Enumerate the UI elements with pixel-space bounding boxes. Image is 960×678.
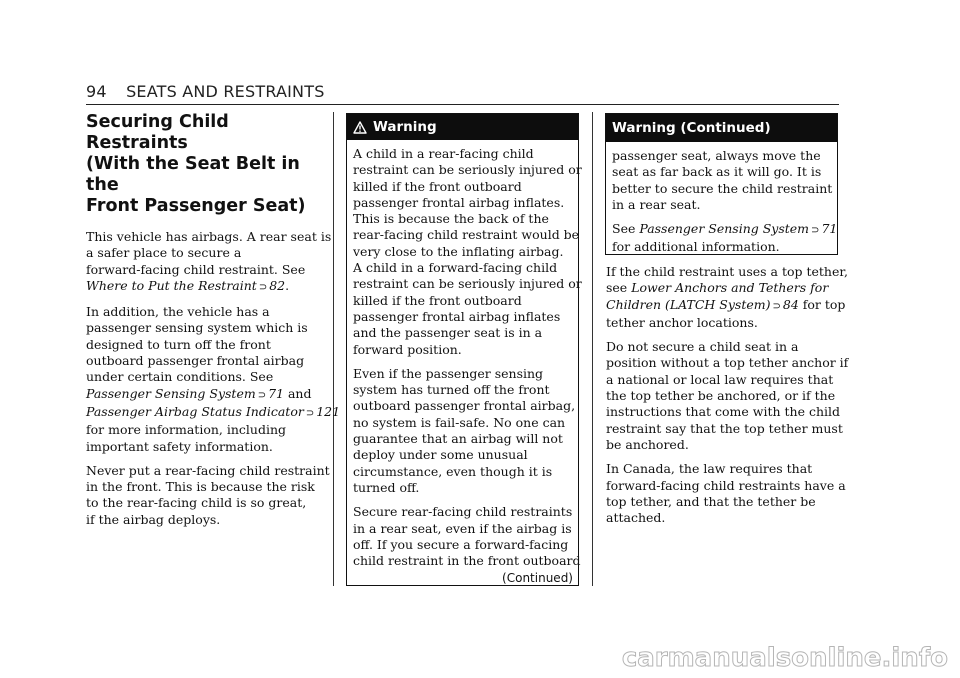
- column-divider-left: [333, 112, 334, 586]
- page-ref-number[interactable]: 84: [782, 296, 799, 312]
- page-ref-arrow-icon: ⊃: [258, 281, 268, 293]
- column-divider-right: [592, 112, 593, 586]
- right-column: [606, 264, 849, 534]
- warning-box-continued: [605, 113, 838, 255]
- page-ref-arrow-icon: ⊃: [772, 300, 781, 312]
- header-rule: [86, 104, 839, 105]
- page-ref-arrow-icon: ⊃: [257, 389, 267, 401]
- warning-paragraph: Even if the passenger sensing system has turned off the front outboard passenger frontal airbag, no system is fail-safe. No one can guarantee that an airbag will not deploy under some unusual circumstance, even though it is turned off.: [353, 365, 576, 495]
- warning-triangle-icon: [353, 121, 367, 134]
- paragraph-canada: In Canada, the law requires that forward-facing child restraints have a top tether, and that the tether be attached.: [606, 461, 846, 526]
- warning-paragraph: See Passenger Sensing System ⊃ 71 for additional information.: [612, 221, 838, 255]
- cross-reference-link[interactable]: Children (LATCH System): [606, 296, 771, 312]
- left-column: [86, 112, 341, 536]
- cross-reference-link[interactable]: Lower Anchors and Tethers for: [631, 280, 829, 296]
- heading-line: Securing Child Restraints: [86, 112, 229, 153]
- warning-header: [347, 114, 578, 140]
- page-ref-number[interactable]: 71: [268, 385, 284, 401]
- watermark: [590, 640, 950, 672]
- page-number: 94: [86, 82, 107, 101]
- cross-reference-link[interactable]: Passenger Sensing System: [86, 385, 256, 401]
- paragraph-never: Never put a rear-facing child restraint in the front. This is because the risk to the rear-facing child is so great, if the airbag deploys.: [86, 462, 330, 527]
- warning-title: Warning: [373, 119, 437, 135]
- cross-reference-link[interactable]: Passenger Airbag Status Indicator: [86, 403, 304, 419]
- cross-reference-link[interactable]: Passenger Sensing System: [639, 221, 810, 237]
- paragraph-intro: This vehicle has airbags. A rear seat is a safer place to secure a forward-facing child restraint. See Where to Put the Restraint ⊃ 82.: [86, 229, 332, 293]
- page-ref-number[interactable]: 82: [269, 277, 286, 293]
- continued-label: (Continued): [502, 571, 573, 585]
- paragraph-do-not-secure: Do not secure a child seat in a position without a top tether anchor if a national or local law requires that the top tether be anchored, or if the instructions that come with the child restraint say that the top tether must be anchored.: [606, 339, 849, 452]
- section-heading: [86, 112, 326, 217]
- section-title: SEATS AND RESTRAINTS: [126, 82, 325, 101]
- page-header: [86, 82, 325, 101]
- heading-line: Front Passenger Seat): [86, 196, 306, 216]
- paragraph-tether: If the child restraint uses a top tether, see Lower Anchors and Tethers for Children (LATCH System) ⊃ 84 for top tether anchor locations.: [606, 264, 848, 330]
- page-ref-number[interactable]: 121: [316, 403, 341, 419]
- heading-line: (With the Seat Belt in the: [86, 154, 300, 195]
- page-ref-arrow-icon: ⊃: [305, 407, 315, 419]
- warning-paragraph: passenger seat, always move the seat as far back as it will go. It is better to secure the child restraint in a rear seat.: [612, 148, 833, 212]
- page-ref-number[interactable]: 71: [821, 221, 838, 237]
- warning-header: [606, 114, 837, 142]
- warning-title: Warning (Continued): [612, 120, 771, 136]
- watermark-text: carmanualsonline.info: [621, 643, 948, 672]
- warning-paragraph: Secure rear-facing child restraints in a rear seat, even if the airbag is off. If you secure a forward-facing child restraint in the front outboard: [353, 504, 581, 569]
- warning-paragraph: A child in a rear-facing child restraint can be seriously injured or killed if the front outboard passenger frontal airbag inflates. This is because the back of the rear-facing child restraint would be very close to the inflating airbag. A child in a forward-facing child restraint can be seriously injured or killed if the front outboard passenger frontal airbag inflates and the passenger seat is in a forward position.: [353, 146, 582, 357]
- page-ref-arrow-icon: ⊃: [811, 225, 820, 237]
- paragraph-sensing: In addition, the vehicle has a passenger sensing system which is designed to turn off the front outboard passenger frontal airbag under certain conditions. See Passenger Sensing System ⊃ 71 and Passenger Airbag Status Indicator ⊃ 121 for more information, including important safety information.: [86, 304, 341, 454]
- cross-reference-link[interactable]: Where to Put the Restraint: [86, 277, 257, 293]
- warning-box: [346, 113, 582, 586]
